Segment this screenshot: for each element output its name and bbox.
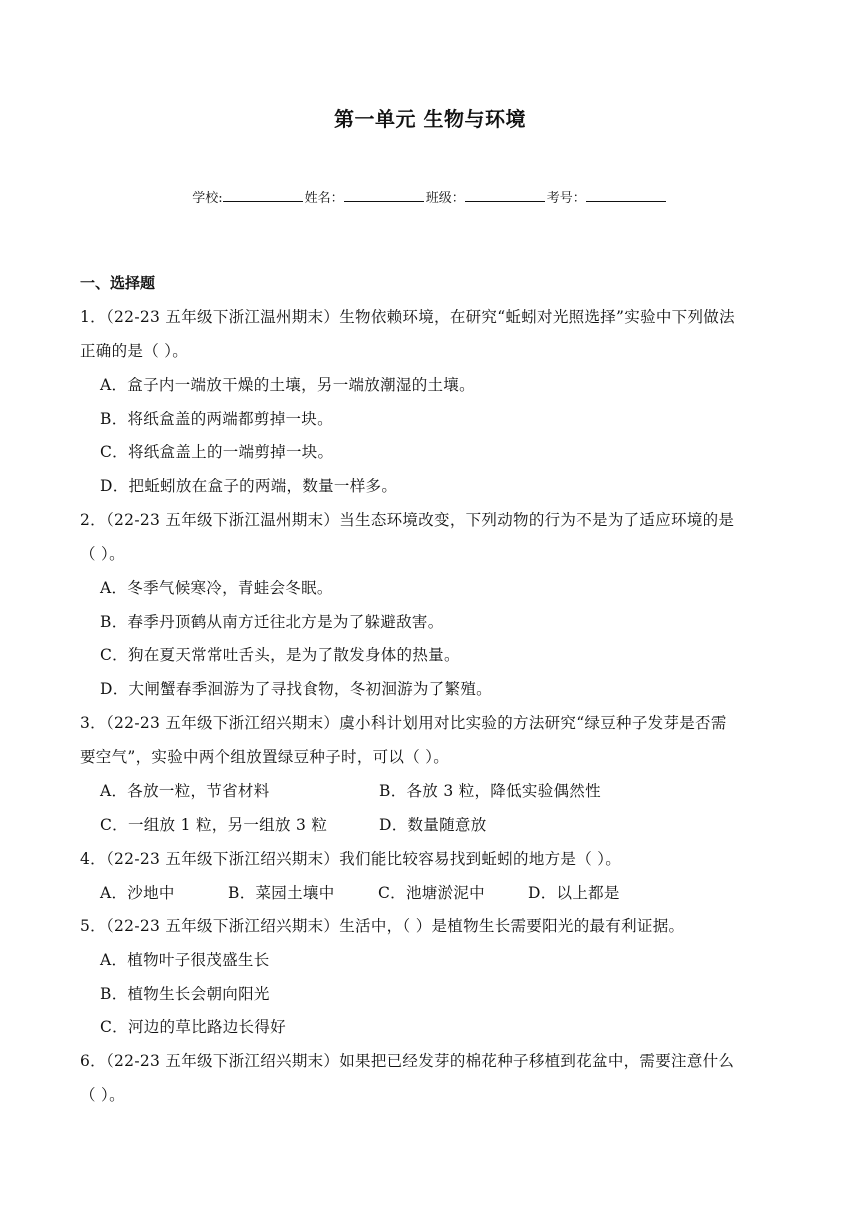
question-3-text-cont: 要空气”，实验中两个组放置绿豆种子时，可以（ ）。 bbox=[80, 748, 450, 766]
student-info-line bbox=[0, 187, 860, 206]
question-2-option-a[interactable]: A．冬季气候寒冷，青蛙会冬眠。 bbox=[100, 579, 333, 597]
question-6-text: 6．（22-23 五年级下浙江绍兴期末）如果把已经发芽的棉花种子移植到花盆中，需要注意什么 bbox=[80, 1052, 735, 1070]
name-blank[interactable] bbox=[344, 188, 424, 202]
question-4-option-d[interactable]: D．以上都是 bbox=[528, 884, 620, 902]
question-2-text: 2．（22-23 五年级下浙江温州期末）当生态环境改变，下列动物的行为不是为了适应环境的是 bbox=[80, 511, 735, 529]
question-5-option-b[interactable]: B．植物生长会朝向阳光 bbox=[100, 985, 270, 1003]
question-6-text-cont: （ ）。 bbox=[80, 1086, 125, 1104]
page-title: 第一单元 生物与环境 bbox=[334, 107, 526, 131]
question-2-option-d[interactable]: D．大闸蟹春季洄游为了寻找食物，冬初洄游为了繁殖。 bbox=[100, 680, 492, 698]
class-blank[interactable] bbox=[465, 188, 545, 202]
question-4-option-b[interactable]: B．菜园土壤中 bbox=[228, 884, 335, 902]
question-2-option-c[interactable]: C．狗在夏天常常吐舌头，是为了散发身体的热量。 bbox=[100, 646, 460, 664]
question-3-option-b[interactable]: B．各放 3 粒，降低实验偶然性 bbox=[379, 782, 601, 800]
question-3-option-a[interactable]: A．各放一粒，节省材料 bbox=[100, 782, 270, 800]
school-label: 学校: bbox=[192, 191, 223, 206]
question-4-option-a[interactable]: A．沙地中 bbox=[100, 884, 175, 902]
class-label: 班级： bbox=[425, 191, 465, 206]
question-1-text-cont: 正确的是（ ）。 bbox=[80, 342, 189, 360]
exam-no-blank[interactable] bbox=[586, 188, 666, 202]
name-label: 姓名： bbox=[304, 191, 344, 206]
exam-no-label: 考号： bbox=[546, 191, 586, 206]
school-blank[interactable] bbox=[223, 188, 303, 202]
question-3-option-d[interactable]: D．数量随意放 bbox=[379, 816, 487, 834]
question-1-option-d[interactable]: D．把蚯蚓放在盒子的两端，数量一样多。 bbox=[100, 477, 398, 495]
question-5-option-c[interactable]: C．河边的草比路边长得好 bbox=[100, 1018, 286, 1036]
question-3-text: 3．（22-23 五年级下浙江绍兴期末）虞小科计划用对比实验的方法研究“绿豆种子发芽是否需 bbox=[80, 714, 727, 732]
question-4-option-c[interactable]: C．池塘淤泥中 bbox=[378, 884, 485, 902]
question-1-option-b[interactable]: B．将纸盒盖的两端都剪掉一块。 bbox=[100, 410, 333, 428]
question-3-option-c[interactable]: C．一组放 1 粒，另一组放 3 粒 bbox=[100, 816, 328, 834]
question-1-option-c[interactable]: C．将纸盒盖上的一端剪掉一块。 bbox=[100, 443, 334, 461]
question-2-text-cont: （ ）。 bbox=[80, 545, 125, 563]
question-1-text: 1．（22-23 五年级下浙江温州期末）生物依赖环境，在研究“蚯蚓对光照选择”实验中下列做法 bbox=[80, 308, 735, 326]
question-2-option-b[interactable]: B．春季丹顶鹤从南方迁往北方是为了躲避敌害。 bbox=[100, 613, 444, 631]
section-heading: 一、选择题 bbox=[80, 274, 156, 292]
question-5-option-a[interactable]: A．植物叶子很茂盛生长 bbox=[100, 951, 270, 969]
question-5-text: 5．（22-23 五年级下浙江绍兴期末）生活中，（ ）是植物生长需要阳光的最有利证据。 bbox=[80, 917, 685, 935]
question-4-text: 4．（22-23 五年级下浙江绍兴期末）我们能比较容易找到蚯蚓的地方是（ ）。 bbox=[80, 850, 622, 868]
question-1-option-a[interactable]: A．盒子内一端放干燥的土壤，另一端放潮湿的土壤。 bbox=[100, 376, 475, 394]
